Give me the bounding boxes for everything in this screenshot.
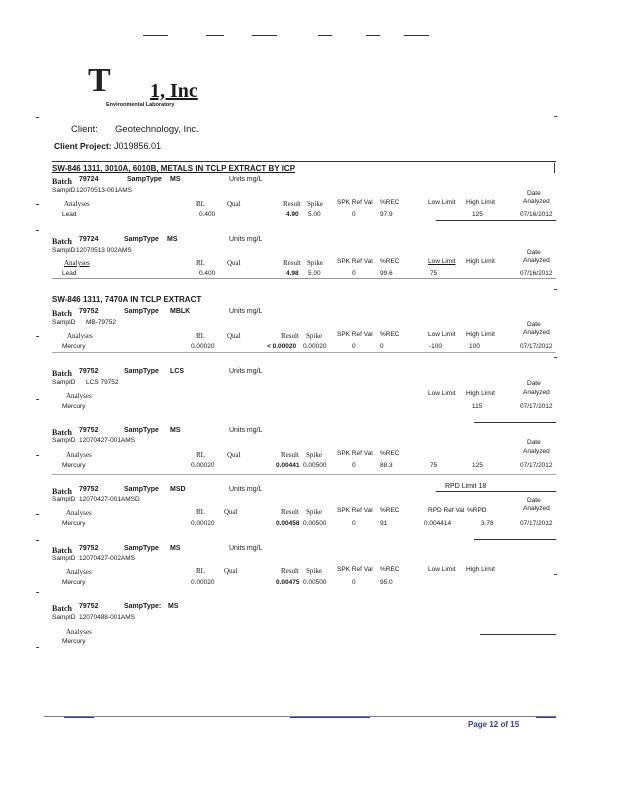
- analyte-name: Mercury: [62, 462, 86, 469]
- rl-header: RL: [196, 567, 205, 575]
- top-rule: [143, 35, 168, 36]
- spike-header: Spike: [306, 567, 322, 575]
- date-header: Date: [527, 497, 541, 504]
- top-rule: [404, 35, 429, 36]
- rl-header: RL: [196, 259, 205, 267]
- low-limit-header: Low Limit: [428, 199, 456, 206]
- edge-mark: [36, 399, 39, 400]
- analyses-header: Analyses: [67, 332, 93, 340]
- edge-mark: [554, 116, 557, 117]
- date-header: Date: [527, 249, 541, 256]
- samptype-value: MBLK: [170, 308, 191, 315]
- rec-header: %REC: [380, 258, 400, 265]
- batch-number: 79752: [79, 427, 99, 434]
- samptype-label: SampType: [124, 427, 159, 434]
- rec-value: 95.0: [380, 579, 393, 586]
- analyzed-header: Analyzed: [523, 198, 550, 205]
- analyses-header: Analyses: [66, 392, 92, 400]
- sampid-value: MB-79752: [86, 319, 116, 326]
- spkref-value: 0: [352, 520, 356, 527]
- samptype-value: MS: [170, 176, 181, 183]
- samptype-value: LCS: [170, 368, 184, 375]
- edge-mark: [36, 647, 39, 648]
- edge-mark: [36, 230, 39, 231]
- page-number: Page 12 of 15: [468, 720, 520, 729]
- spike-header: Spike: [306, 508, 322, 516]
- low-limit-header: Low Limit: [428, 331, 456, 338]
- batch-label: Batch: [52, 428, 72, 437]
- row-rule: [52, 278, 556, 279]
- result-value: 4.90: [286, 211, 299, 218]
- units-label: Units mg/L: [229, 427, 263, 434]
- low-limit-value: 75: [430, 462, 438, 469]
- batch-label: Batch: [52, 487, 72, 496]
- date-value: 07/17/2012: [520, 343, 553, 350]
- spike-value: 0.00500: [303, 462, 327, 469]
- units-label: Units mg/L: [229, 486, 263, 493]
- spkref-header: SPK Ref Val: [337, 450, 373, 457]
- sampid-value: 12070488-001AMS: [79, 614, 136, 621]
- rl-value: 0.00020: [191, 520, 215, 527]
- analyses-header: Analyses: [66, 568, 92, 576]
- edge-mark: [36, 540, 39, 541]
- spike-value: 0.00500: [303, 520, 327, 527]
- result-value: < 0.00020: [267, 343, 297, 350]
- qual-header: Qual: [227, 259, 241, 267]
- edge-mark: [36, 592, 39, 593]
- spike-value: 0.00500: [303, 579, 327, 586]
- date-value: 07/17/2012: [520, 462, 553, 469]
- footer-rule-accent: [64, 717, 94, 718]
- rl-header: RL: [196, 332, 205, 340]
- high-limit-value: 125: [472, 462, 483, 469]
- result-header: Result: [281, 567, 299, 575]
- batch-number: 79724: [79, 236, 99, 243]
- analyzed-header: Analyzed: [523, 329, 550, 336]
- low-limit-value: -100: [429, 343, 443, 350]
- spkref-value: 0: [352, 462, 356, 469]
- rpd-limit: RPD Limit 18: [445, 483, 487, 490]
- samptype-label: SampType: [124, 308, 159, 315]
- rec-value: 97.9: [380, 211, 393, 218]
- rl-value: 0.400: [199, 270, 216, 277]
- result-value: 4.98: [286, 270, 299, 277]
- sampid-value: 12070427-001AMSD: [79, 496, 140, 503]
- spkref-header: SPK Ref Val: [337, 331, 373, 338]
- analyte-name: Lead: [62, 270, 77, 277]
- sampid-label: SampID: [52, 614, 76, 621]
- spike-header: Spike: [307, 200, 323, 208]
- top-rule: [206, 35, 224, 36]
- samptype-value: MS: [167, 236, 178, 243]
- batch-number: 79752: [79, 486, 99, 493]
- analyses-header: Analyses: [66, 451, 92, 459]
- result-value: 0.00441: [276, 462, 300, 469]
- sampid-value: 12070427-002AMS: [79, 555, 136, 562]
- batch-label: Batch: [52, 237, 72, 246]
- high-limit-value: 100: [469, 343, 480, 350]
- section-title-mercury: SW-846 1311, 7470A IN TCLP EXTRACT: [52, 295, 202, 304]
- rec-value: 99.6: [380, 270, 393, 277]
- row-rule: [52, 352, 556, 353]
- spkref-value: 0: [352, 343, 356, 350]
- sampid-label: SampID: [52, 555, 76, 562]
- samptype-value: MS: [170, 545, 181, 552]
- rpd-value: 3.78: [481, 520, 494, 527]
- date-header: Date: [527, 380, 541, 387]
- rec-value: 0: [380, 343, 384, 350]
- company-logo: T: [88, 62, 110, 99]
- rpd-ref-value: 0.004414: [424, 520, 452, 527]
- sampid-value: 12070513 002AMS: [76, 247, 132, 254]
- spkref-header: SPK Ref Val: [337, 566, 373, 573]
- rl-value: 0.00020: [191, 343, 215, 350]
- units-label: Units mg/L: [229, 545, 263, 552]
- high-limit-header: High Limit: [466, 390, 495, 397]
- date-header: Date: [527, 321, 541, 328]
- sampid-label: SampID: [52, 496, 76, 503]
- low-limit-value: 75: [430, 270, 438, 277]
- client-name: Geotechnology, Inc.: [115, 124, 199, 135]
- batch-number: 79752: [79, 368, 99, 375]
- sampid-label: SampID: [52, 379, 76, 386]
- batch-number: 79752: [79, 603, 99, 610]
- analyte-name: Mercury: [62, 520, 86, 527]
- qual-header: Qual: [227, 332, 241, 340]
- spike-value: 5.00: [308, 270, 321, 277]
- analyzed-header: Analyzed: [523, 389, 550, 396]
- edge-mark: [36, 204, 39, 205]
- spkref-header: SPK Ref Val: [337, 199, 373, 206]
- result-value: 0.00458: [276, 520, 300, 527]
- sampid-label: SampID: [52, 319, 76, 326]
- batch-label: Batch: [52, 369, 72, 378]
- date-value: 07/17/2012: [520, 403, 553, 410]
- company-logo-text: 1, Inc: [150, 80, 198, 102]
- analyzed-header: Analyzed: [523, 505, 550, 512]
- samptype-label: SampType: [124, 236, 159, 243]
- analyzed-header: Analyzed: [523, 257, 550, 264]
- analyzed-header: Analyzed: [523, 448, 550, 455]
- samptype-value: MS: [168, 603, 179, 610]
- samptype-label: SampType: [127, 176, 162, 183]
- rl-value: 0.00020: [191, 579, 215, 586]
- result-value: 0.00475: [276, 579, 300, 586]
- rl-value: 0.00020: [191, 462, 215, 469]
- section-rule: [52, 161, 556, 162]
- footer-rule-accent: [290, 717, 370, 718]
- footer-rule-accent: [536, 717, 556, 718]
- sampid-value: 12070427-001AMS: [79, 437, 136, 444]
- top-rule: [366, 35, 380, 36]
- edge-mark: [36, 455, 39, 456]
- result-header: Result: [283, 200, 301, 208]
- result-header: Result: [283, 259, 301, 267]
- spike-header: Spike: [306, 332, 322, 340]
- spkref-value: 0: [352, 211, 356, 218]
- low-limit-header: Low Limit: [428, 390, 456, 397]
- rl-value: 0.400: [199, 211, 216, 218]
- spike-header: Spike: [307, 259, 323, 267]
- high-limit-value: 125: [472, 211, 483, 218]
- samptype-label: SampType:: [124, 603, 162, 610]
- date-header: Date: [527, 190, 541, 197]
- spike-header: Spike: [306, 451, 322, 459]
- result-header: Result: [281, 508, 299, 516]
- analyte-name: Mercury: [62, 579, 86, 586]
- low-limit-header: Low Limit: [428, 566, 456, 573]
- row-rule: [480, 634, 556, 635]
- batch-label: Batch: [52, 546, 72, 555]
- batch-label: Batch: [52, 309, 72, 318]
- units-label: Units mg/L: [229, 368, 263, 375]
- date-value: 07/16/2012: [520, 211, 553, 218]
- edge-mark: [36, 336, 39, 337]
- date-value: 07/17/2012: [520, 520, 553, 527]
- spkref-header: SPK Ref Val: [337, 507, 373, 514]
- samptype-value: MS: [170, 427, 181, 434]
- batch-label: Batch: [52, 177, 72, 186]
- edge-mark: [554, 357, 557, 358]
- client-label: Client:: [71, 124, 98, 135]
- units-label: Units mg/L: [229, 236, 263, 243]
- batch-number: 79752: [79, 308, 99, 315]
- batch-number: 79724: [79, 176, 99, 183]
- row-rule: [436, 491, 556, 492]
- rec-value: 91: [380, 520, 388, 527]
- spike-value: 0.00020: [303, 343, 327, 350]
- rec-header: %REC: [380, 566, 400, 573]
- row-rule: [436, 220, 556, 221]
- project-number: J019856.01: [114, 141, 162, 151]
- row-rule: [474, 422, 556, 423]
- high-limit-header: High Limit: [466, 566, 495, 573]
- analyte-name: Lead: [62, 211, 77, 218]
- top-rule: [252, 35, 277, 36]
- result-header: Result: [281, 451, 299, 459]
- spkref-header: SPK Ref Val: [337, 258, 373, 265]
- project-label: Client Project:: [54, 141, 112, 151]
- samptype-label: SampType: [124, 545, 159, 552]
- row-rule: [474, 539, 556, 540]
- analyses-header: Analyses: [66, 628, 92, 636]
- high-limit-header: High Limit: [466, 199, 495, 206]
- sampid-value: 12070513-001AMS: [76, 187, 133, 194]
- analyses-header: Analyses: [66, 509, 92, 517]
- rec-value: 88.3: [380, 462, 393, 469]
- rec-header: %REC: [380, 507, 400, 514]
- qual-header: Qual: [224, 508, 238, 516]
- qual-header: Qual: [227, 200, 241, 208]
- units-label: Units mg/L: [229, 308, 263, 315]
- result-header: Result: [281, 332, 299, 340]
- rpd-header: %RPD: [467, 507, 487, 514]
- high-limit-value: 115: [472, 403, 483, 410]
- batch-label: Batch: [52, 604, 72, 613]
- edge-mark: [554, 289, 557, 290]
- low-limit-header: Low Limit: [428, 258, 456, 265]
- qual-header: Qual: [227, 451, 241, 459]
- analyses-header: Analyses: [64, 259, 90, 267]
- sampid-label: SampID: [52, 437, 76, 444]
- date-header: Date: [527, 439, 541, 446]
- spike-value: 5.00: [308, 211, 321, 218]
- analyte-name: Mercury: [62, 403, 86, 410]
- units-label: Units mg/L: [229, 176, 263, 183]
- spkref-value: 0: [352, 270, 356, 277]
- sampid-value: LCS 79752: [86, 379, 119, 386]
- rl-header: RL: [196, 451, 205, 459]
- samptype-label: SampType: [124, 486, 159, 493]
- analyte-name: Mercury: [62, 638, 86, 645]
- edge-mark: [36, 117, 39, 118]
- high-limit-header: High Limit: [466, 258, 495, 265]
- rl-header: RL: [196, 508, 205, 516]
- rpd-ref-header: RPD Ref Val: [428, 507, 465, 514]
- sampid-label: SampID: [52, 247, 76, 254]
- samptype-value: MSD: [170, 486, 186, 493]
- samptype-label: SampType: [124, 368, 159, 375]
- logo-subtitle: Environmental Laboratory: [106, 102, 175, 108]
- rec-header: %REC: [380, 450, 400, 457]
- batch-number: 79752: [79, 545, 99, 552]
- edge-mark: [554, 574, 557, 575]
- rec-header: %REC: [380, 199, 400, 206]
- qual-header: Qual: [224, 567, 238, 575]
- high-limit-header: High Limit: [466, 331, 495, 338]
- rec-header: %REC: [380, 331, 400, 338]
- spkref-value: 0: [352, 579, 356, 586]
- sampid-label: SampID: [52, 187, 76, 194]
- top-rule: [318, 35, 332, 36]
- section-title-icp: SW-846 1311, 3010A, 6010B, METALS IN TCLP EXTRACT BY ICP: [52, 164, 296, 173]
- analyses-header: Analyses: [64, 200, 90, 208]
- margin-bar: [554, 163, 555, 173]
- date-value: 07/16/2012: [520, 270, 553, 277]
- row-rule: [52, 474, 556, 475]
- analyte-name: Mercury: [62, 343, 86, 350]
- rl-header: RL: [196, 200, 205, 208]
- edge-mark: [36, 514, 39, 515]
